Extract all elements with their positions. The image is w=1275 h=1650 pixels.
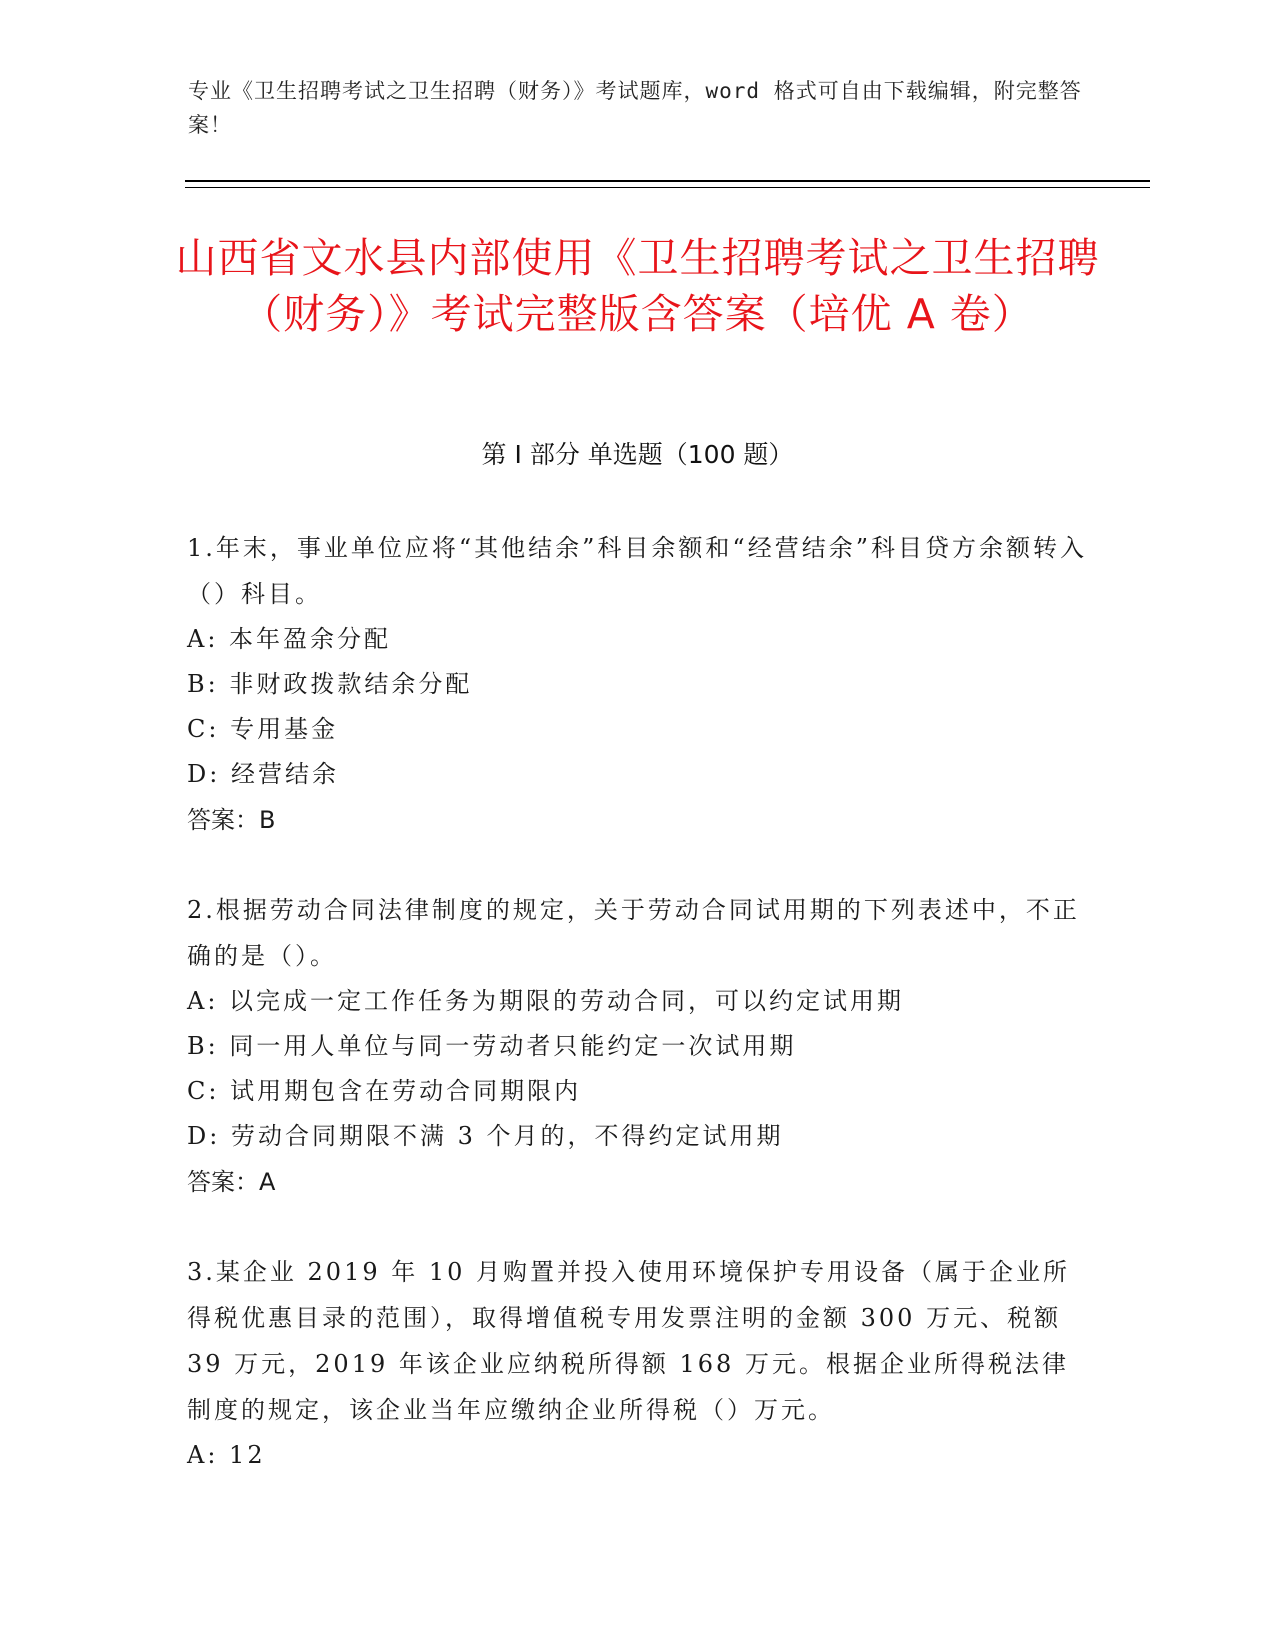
option-a: A: 本年盈余分配 <box>187 625 392 653</box>
answer: 答案：A <box>187 1168 276 1196</box>
option-a: A: 以完成一定工作任务为期限的劳动合同，可以约定试用期 <box>187 987 905 1015</box>
option-c: C: 试用期包含在劳动合同期限内 <box>187 1077 582 1105</box>
option-a: A: 12 <box>187 1441 266 1469</box>
question-list <box>187 525 1087 1522</box>
question-2 <box>187 887 1087 1205</box>
header-divider-thick <box>185 180 1150 182</box>
answer: 答案：B <box>187 806 276 834</box>
option-b: B: 非财政拨款结余分配 <box>187 670 473 698</box>
section-title: 第 I 部分 单选题（100 题） <box>481 440 794 469</box>
question-stem: 3.某企业 2019 年 10 月购置并投入使用环境保护专用设备（属于企业所得税优惠目录的范围），取得增值税专用发票注明的金额 300 万元、税额 39 万元，2019 年该企业应纳税所得额 168 万元。根据企业所得税法律制度的规定，该企业当年应缴纳企业所得税（）万元。 <box>187 1258 1071 1424</box>
option-d: D: 经营结余 <box>187 760 339 788</box>
question-1 <box>187 525 1087 843</box>
header-note: 专业《卫生招聘考试之卫生招聘（财务）》考试题库，word 格式可自由下载编辑，附完整答案！ <box>188 79 1082 137</box>
header-divider-thin <box>185 187 1150 188</box>
question-3 <box>187 1249 1087 1478</box>
question-stem: 2.根据劳动合同法律制度的规定，关于劳动合同试用期的下列表述中，不正确的是（）。 <box>187 896 1080 970</box>
option-d: D: 劳动合同期限不满 3 个月的，不得约定试用期 <box>187 1122 784 1150</box>
question-stem: 1.年末，事业单位应将“其他结余”科目余额和“经营结余”科目贷方余额转入（）科目。 <box>187 534 1087 608</box>
document-title: 山西省文水县内部使用《卫生招聘考试之卫生招聘（财务）》考试完整版含答案（培优 A 卷） <box>175 234 1100 338</box>
option-b: B: 同一用人单位与同一劳动者只能约定一次试用期 <box>187 1032 797 1060</box>
option-c: C: 专用基金 <box>187 715 339 743</box>
